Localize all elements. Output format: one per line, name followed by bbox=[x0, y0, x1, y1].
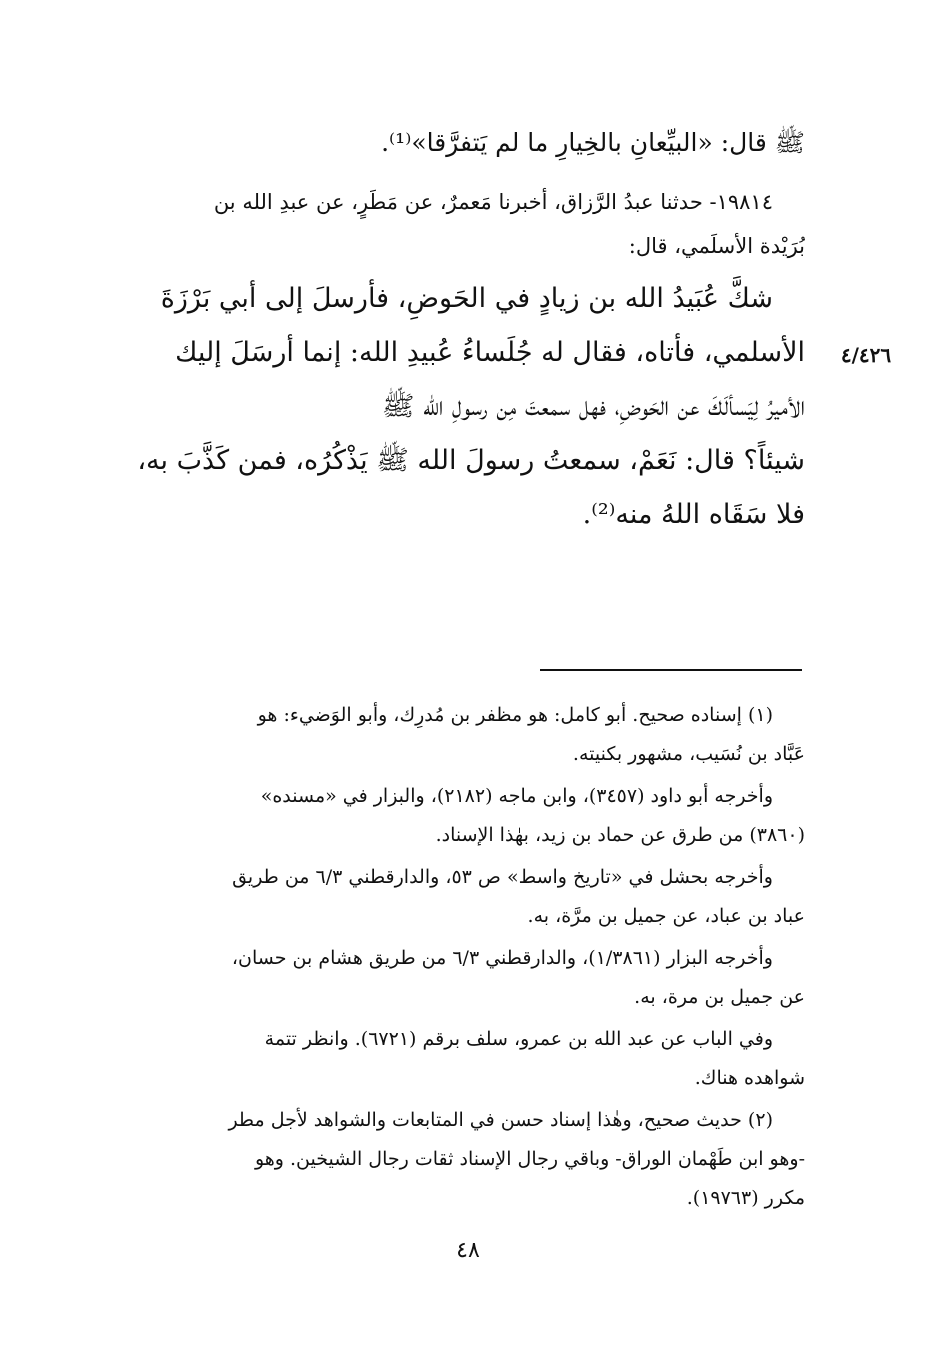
hadith-quote-line bbox=[100, 118, 805, 168]
isnad-line: ١٩٨١٤- حدثنا عبدُ الرَّزاق، أخبرنا مَعمرٌ، عن مَطَرٍ، عن عبدِ الله بن bbox=[213, 190, 773, 214]
footnote-line: (١) إسناده صحيح. أبو كامل: هو مظفر بن مُدرِك، وأبو الوَضيء: هو bbox=[257, 704, 773, 726]
footnote-line: وأخرجه البزار (١/٣٨٦١)، والدارقطني ٦/٣ من طريق هشام بن حسان، bbox=[231, 947, 773, 969]
isnad-line: بُرَيْدة الأسلَمي، قال: bbox=[628, 234, 805, 258]
footnote-line: (٢) حديث صحيح، وهٰذا إسناد حسن في المتابعات والشواهد لأجل مطر bbox=[228, 1109, 773, 1131]
matn-line: الأسلمي، فأتاه، فقال له جُلَساءُ عُبيدِ الله: إنما أرسَلَ إليك bbox=[175, 337, 805, 368]
footnote-line: عَبَّاد بن نُسَيب، مشهور بكنيته. bbox=[572, 743, 805, 765]
footnote-paragraph bbox=[100, 1020, 805, 1098]
matn-line: فلا سَقَاه اللهُ منه⁽²⁾. bbox=[582, 499, 805, 530]
footnote-line: وفي الباب عن عبد الله بن عمرو، سلف برقم (٦٧٢١). وانظر تتمة bbox=[264, 1028, 773, 1050]
margin-volume-page-reference: ٤/٤٢٦ bbox=[840, 343, 892, 367]
footnote-paragraph bbox=[100, 696, 805, 774]
footnote-paragraph bbox=[100, 858, 805, 936]
footnote-line: وأخرجه بحشل في «تاريخ واسط» ص ٥٣، والدارقطني ٦/٣ من طريق bbox=[232, 866, 773, 888]
matn-line: شيئاً؟ قال: نَعَمْ، سمعتُ رسولَ الله ﷺ يَذْكُرُه، فمن كَذَّبَ به، bbox=[137, 445, 805, 476]
footnote-line: عباد بن عباد، عن جميل بن مرَّة، به. bbox=[527, 905, 805, 927]
footnote-line: (٣٨٦٠) من طرق عن حماد بن زيد، بهٰذا الإسناد. bbox=[435, 824, 805, 846]
hadith-matn bbox=[100, 272, 805, 542]
matn-line: شكَّ عُبَيدُ الله بن زيادٍ في الحَوضِ، فأرسلَ إلى أبي بَرْزَةَ bbox=[160, 283, 773, 314]
page-number: ٤٨ bbox=[456, 1238, 480, 1263]
footnote-paragraph bbox=[100, 939, 805, 1017]
footnote-paragraph bbox=[100, 1101, 805, 1218]
footnote-line: -وهو ابن طَهْمان الوراق- وباقي رجال الإسناد ثقات رجال الشيخين. وهو bbox=[254, 1148, 805, 1170]
footnote-line: وأخرجه أبو داود (٣٤٥٧)، وابن ماجه (٢١٨٢)، والبزار في «مسنده» bbox=[260, 785, 773, 807]
footnote-paragraph bbox=[100, 777, 805, 855]
footnote-line: شواهده هناك. bbox=[694, 1067, 805, 1089]
quote-text: ﷺ قال: «البيِّعانِ بالخِيارِ ما لم يَتفرَّقا»⁽¹⁾. bbox=[381, 128, 805, 157]
matn-line: الأميرُ لِيَسألَكَ عن الحَوضِ، فهل سمعتَ مِن رسولِ الله ﷺ bbox=[381, 391, 805, 422]
hadith-isnad bbox=[100, 180, 805, 268]
footnote-line: مكرر (١٩٧٦٣). bbox=[686, 1187, 805, 1209]
footnotes bbox=[100, 696, 805, 1221]
footnote-separator bbox=[540, 669, 802, 671]
footnote-line: عن جميل بن مرة، به. bbox=[634, 986, 805, 1008]
